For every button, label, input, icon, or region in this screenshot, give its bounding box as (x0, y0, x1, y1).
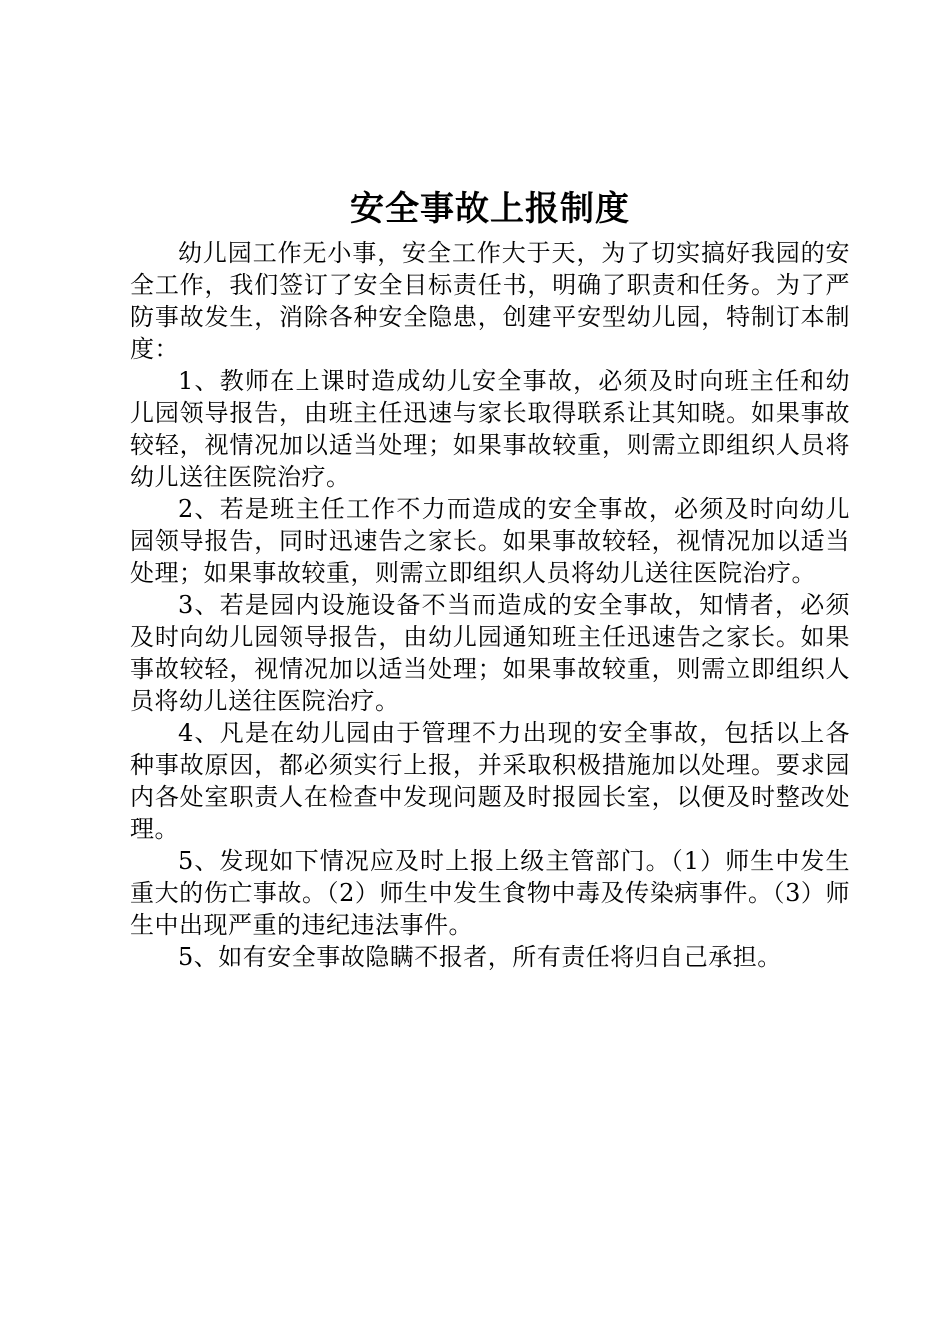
paragraph-item-2: 2、若是班主任工作不力而造成的安全事故，必须及时向幼儿园领导报告，同时迅速告之家长。如果事故较轻，视情况加以适当处理；如果事故较重，则需立即组织人员将幼儿送往医院治疗。 (130, 495, 850, 587)
document-page (130, 185, 850, 973)
paragraph-item-4: 4、凡是在幼儿园由于管理不力出现的安全事故，包括以上各种事故原因，都必须实行上报，并采取积极措施加以处理。要求园内各处室职责人在检查中发现问题及时报园长室，以便及时整改处理。 (130, 719, 850, 843)
paragraph-item-3: 3、若是园内设施设备不当而造成的安全事故，知情者，必须及时向幼儿园领导报告，由幼儿园通知班主任迅速告之家长。如果事故较轻，视情况加以适当处理；如果事故较重，则需立即组织人员将幼儿送往医院治疗。 (130, 591, 850, 715)
document-title: 安全事故上报制度 (350, 189, 630, 229)
paragraph-item-6: 5、如有安全事故隐瞒不报者，所有责任将归自己承担。 (178, 943, 782, 971)
paragraph-intro: 幼儿园工作无小事，安全工作大于天，为了切实搞好我园的安全工作，我们签订了安全目标责任书，明确了职责和任务。为了严防事故发生，消除各种安全隐患，创建平安型幼儿园，特制订本制度： (130, 239, 850, 363)
paragraph-item-5: 5、发现如下情况应及时上报上级主管部门。（1）师生中发生重大的伤亡事故。（2）师生中发生食物中毒及传染病事件。（3）师生中出现严重的违纪违法事件。 (130, 847, 850, 939)
paragraph-item-1: 1、教师在上课时造成幼儿安全事故，必须及时向班主任和幼儿园领导报告，由班主任迅速与家长取得联系让其知晓。如果事故较轻，视情况加以适当处理；如果事故较重，则需立即组织人员将幼儿送往医院治疗。 (130, 367, 850, 491)
